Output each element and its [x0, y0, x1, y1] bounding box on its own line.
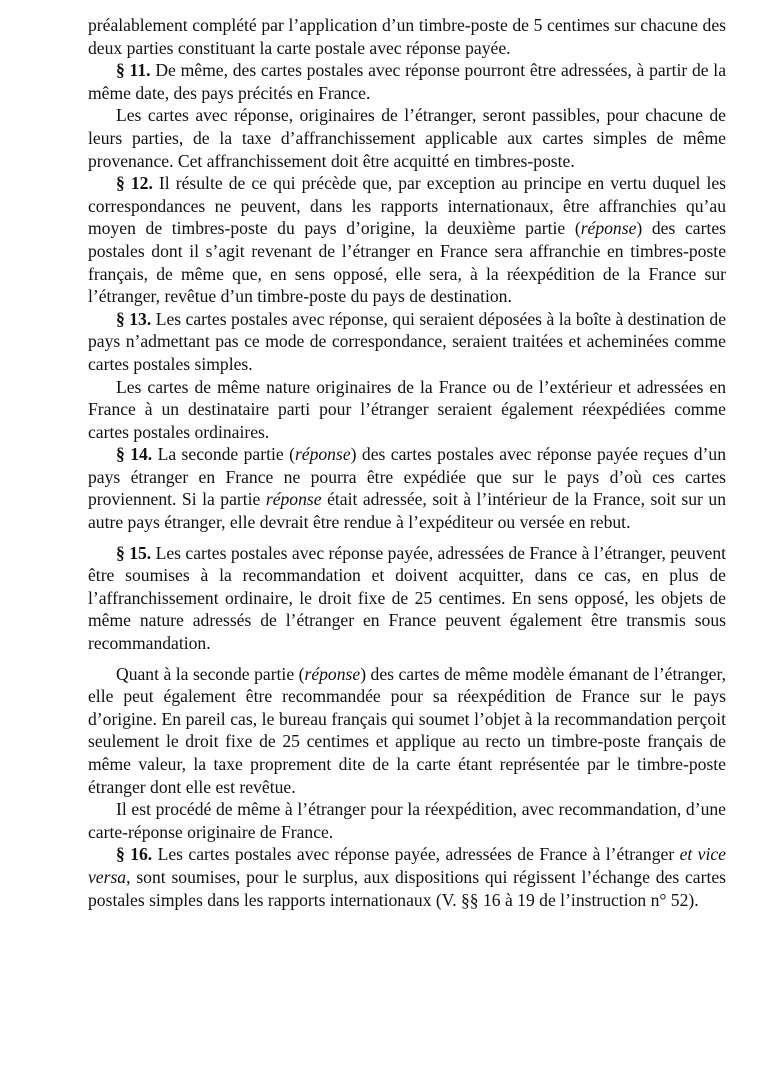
text-run: , sont soumises, pour le surplus, aux dispositions qui régissent l’échange des cartes postales simples dans les rapports internationaux (V. §§ 16 à 19 de l’instruction n° 52). — [88, 866, 726, 910]
paragraph-same-nature — [88, 376, 726, 444]
italic-term: réponse — [580, 218, 637, 239]
text-run: Il est procédé de même à l’étranger pour la réexpédition, avec recommandation, d’une carte-réponse originaire de France. — [88, 799, 726, 842]
paragraph-section-11 — [88, 59, 726, 104]
text-run: Les cartes postales avec réponse payée, adressées de France à l’étranger, peuvent être soumises à la recommandation et doivent acquitter, dans ce cas, en plus de l’affranchissement ordinaire, le droit fixe de 25 centimes. En sens opposé, les objets de même nature adressés de l’étranger en France peuvent également être transmis sous recommandation. — [88, 542, 727, 654]
text-run: préalablement complété par l’application d’un timbre-poste de 5 centimes sur chacune des deux parties constituant la carte postale avec réponse payée. — [88, 15, 726, 58]
paragraph-foreign-cards — [88, 104, 726, 172]
italic-term: et vice versa — [88, 844, 726, 887]
text-run: De même, des cartes postales avec réponse pourront être adressées, à partir de la même date, des pays précités en France. — [88, 60, 727, 103]
section-number: § 16. — [116, 844, 153, 865]
section-number: § 13. — [116, 308, 152, 329]
text-run: Les cartes de même nature originaires de la France ou de l’extérieur et adressées en France à un destinataire parti pour l’étranger seraient également réexpédiées comme cartes postales ordinaires. — [88, 376, 726, 442]
text-run: ) des cartes postales dont il s’agit revenant de l’étranger en France sera affranchie en timbres-poste français, de même que, en sens opposé, elle sera, à la réexpédition de la France sur l’étranger, revêtue d’un timbre-poste du pays de destination. — [88, 218, 726, 307]
paragraph-section-15 — [88, 542, 726, 655]
text-run: ) des cartes postales avec réponse payée reçues d’un pays étranger en France ne pourra être expédiée que sur le pays d’où ces cartes proviennent. Si la partie — [88, 444, 726, 510]
section-number: § 15. — [116, 542, 152, 563]
italic-term: réponse — [265, 489, 322, 510]
paragraph-reexpedition — [88, 798, 726, 843]
paragraph-section-14 — [88, 443, 726, 533]
paragraph-continuation — [88, 14, 726, 59]
text-run: ) des cartes de même modèle émanant de l’étranger, elle peut également être recommandée pour sa réexpédition de France sur le pays d’origine. En pareil cas, le bureau français qui soumet l’objet à la recommandation perçoit seulement le droit fixe de 25 centimes et applique au recto un timbre-poste français de même valeur, la taxe proprement dite de la carte étant représentée par le timbre-poste étranger dont elle est revêtue. — [88, 663, 726, 797]
paragraph-section-13 — [88, 308, 726, 376]
text-run: Il résulte de ce qui précède que, par exception au principe en vertu duquel les correspondances ne peuvent, dans les rapports internationaux, être affranchies qu’au moyen de timbres-poste du pays d’origine, la deuxième partie ( — [88, 173, 726, 239]
italic-term: réponse — [304, 663, 361, 684]
text-run: Les cartes postales avec réponse payée, adressées de France à l’étranger — [152, 844, 680, 865]
text-run: Les cartes avec réponse, originaires de l’étranger, seront passibles, pour chacune de leurs parties, de la taxe d’affranchissement applicable aux cartes simples de même provenance. Cet affranchissement doit être acquitté en timbres-poste. — [88, 105, 726, 171]
section-number: § 11. — [116, 60, 151, 81]
paragraph-section-12 — [88, 172, 726, 308]
section-number: § 14. — [116, 444, 153, 465]
paragraph-second-part — [88, 663, 726, 799]
italic-term: réponse — [294, 444, 351, 465]
section-number: § 12. — [116, 173, 153, 194]
text-run: La seconde partie ( — [152, 444, 295, 465]
paragraph-section-16 — [88, 843, 726, 911]
text-run: était adressée, soit à l’intérieur de la France, soit sur un autre pays étranger, elle devrait être rendue à l’expéditeur ou versée en rebut. — [88, 489, 726, 533]
text-run: Quant à la seconde partie ( — [116, 663, 305, 684]
text-run: Les cartes postales avec réponse, qui seraient déposées à la boîte à destination de pays n’admettant pas ce mode de correspondance, seraient traitées et acheminées comme cartes postales simples. — [88, 308, 727, 374]
